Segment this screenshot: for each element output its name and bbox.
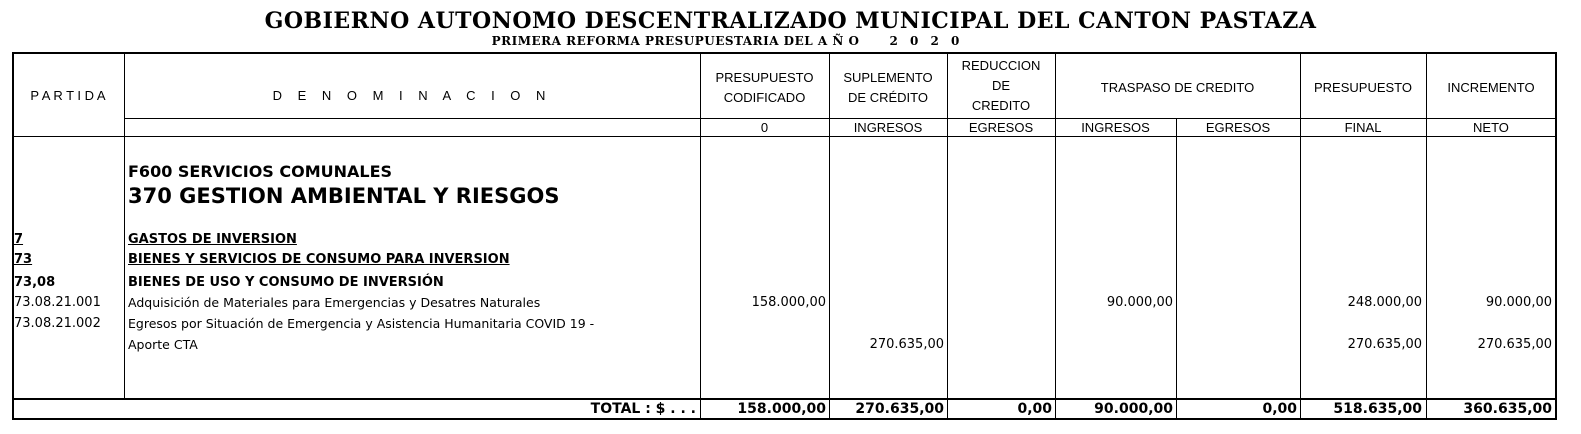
subheader-suplemento: INGRESOS: [853, 120, 923, 135]
col-divider: [1176, 118, 1177, 400]
row-name: BIENES DE USO Y CONSUMO DE INVERSIÓN: [128, 275, 444, 290]
total-neto: 360.635,00: [1463, 401, 1552, 417]
header-divider: [12, 136, 1556, 137]
cell-traspaso-ingresos: 90.000,00: [1106, 295, 1173, 310]
row-name: Egresos por Situación de Emergencia y Asistencia Humanitaria COVID 19 -: [128, 316, 595, 331]
subheader-codificado: 0: [760, 120, 769, 135]
subheader-traspaso-egresos: EGRESOS: [1205, 120, 1271, 135]
header-presupuesto-codificado: [700, 70, 829, 106]
row-name: Adquisición de Materiales para Emergencias y Desatres Naturales: [128, 295, 541, 310]
document-title: GOBIERNO AUTONOMO DESCENTRALIZADO MUNICIPAL DEL CANTON PASTAZA: [264, 8, 1317, 34]
cell-final: 270.635,00: [1347, 337, 1422, 352]
subheader-reduccion: EGRESOS: [968, 120, 1034, 135]
subheader-traspaso-ingresos: INGRESOS: [1081, 120, 1150, 135]
cell-neto: 90.000,00: [1485, 295, 1552, 310]
total-final: 518.635,00: [1333, 401, 1422, 417]
total-traspaso-egresos: 0,00: [1262, 401, 1297, 417]
total-suplemento: 270.635,00: [855, 401, 944, 417]
header-reduccion: [947, 58, 1055, 114]
cell-suplemento: 270.635,00: [869, 337, 944, 352]
row-code: 73,08: [14, 275, 56, 290]
row-name-continued: Aporte CTA: [128, 337, 198, 352]
total-codificado: 158.000,00: [737, 401, 826, 417]
row-name: BIENES Y SERVICIOS DE CONSUMO PARA INVERSION: [128, 252, 510, 267]
header-line: REDUCCION: [961, 58, 1041, 73]
header-line: CREDITO: [971, 98, 1031, 113]
function-heading: F600 SERVICIOS COMUNALES: [128, 162, 393, 181]
total-divider: [12, 398, 1557, 400]
row-code: 73: [14, 252, 33, 267]
header-presupuesto: PRESUPUESTO: [1313, 80, 1412, 95]
row-code: 7: [14, 232, 24, 247]
row-name: GASTOS DE INVERSION: [128, 232, 297, 247]
header-partida: P A R T I D A: [30, 88, 106, 103]
cell-final: 248.000,00: [1347, 295, 1422, 310]
row-code: 73.08.21.002: [14, 316, 101, 331]
total-label: TOTAL : $ . . .: [590, 401, 696, 417]
subheader-presupuesto-final: FINAL: [1344, 120, 1382, 135]
header-denominacion: D E N O M I N A C I O N: [272, 88, 552, 103]
subtitle-year: 2 0 2 0: [889, 34, 964, 48]
header-line: SUPLEMENTO: [843, 70, 933, 85]
col-divider: [124, 52, 125, 400]
header-suplemento: [829, 70, 947, 106]
header-line: PRESUPUESTO: [715, 70, 814, 85]
header-line: DE: [991, 78, 1011, 93]
row-code: 73.08.21.001: [14, 295, 101, 310]
header-incremento: INCREMENTO: [1447, 80, 1535, 95]
total-reduccion: 0,00: [1017, 401, 1052, 417]
header-line: CODIFICADO: [723, 90, 806, 105]
document-subtitle: [0, 34, 1455, 48]
header-divider: [124, 118, 1556, 119]
total-traspaso-ingresos: 90.000,00: [1094, 401, 1173, 417]
header-line: DE CRÉDITO: [848, 90, 928, 105]
program-heading: 370 GESTION AMBIENTAL Y RIESGOS: [128, 184, 560, 208]
cell-codificado: 158.000,00: [751, 295, 826, 310]
header-traspaso: TRASPASO DE CREDITO: [1100, 80, 1255, 95]
subheader-incremento-neto: NETO: [1473, 120, 1509, 135]
cell-neto: 270.635,00: [1477, 337, 1552, 352]
subtitle-text: PRIMERA REFORMA PRESUPUESTARIA DEL A Ñ O: [491, 34, 860, 48]
col-divider: [1055, 52, 1056, 400]
